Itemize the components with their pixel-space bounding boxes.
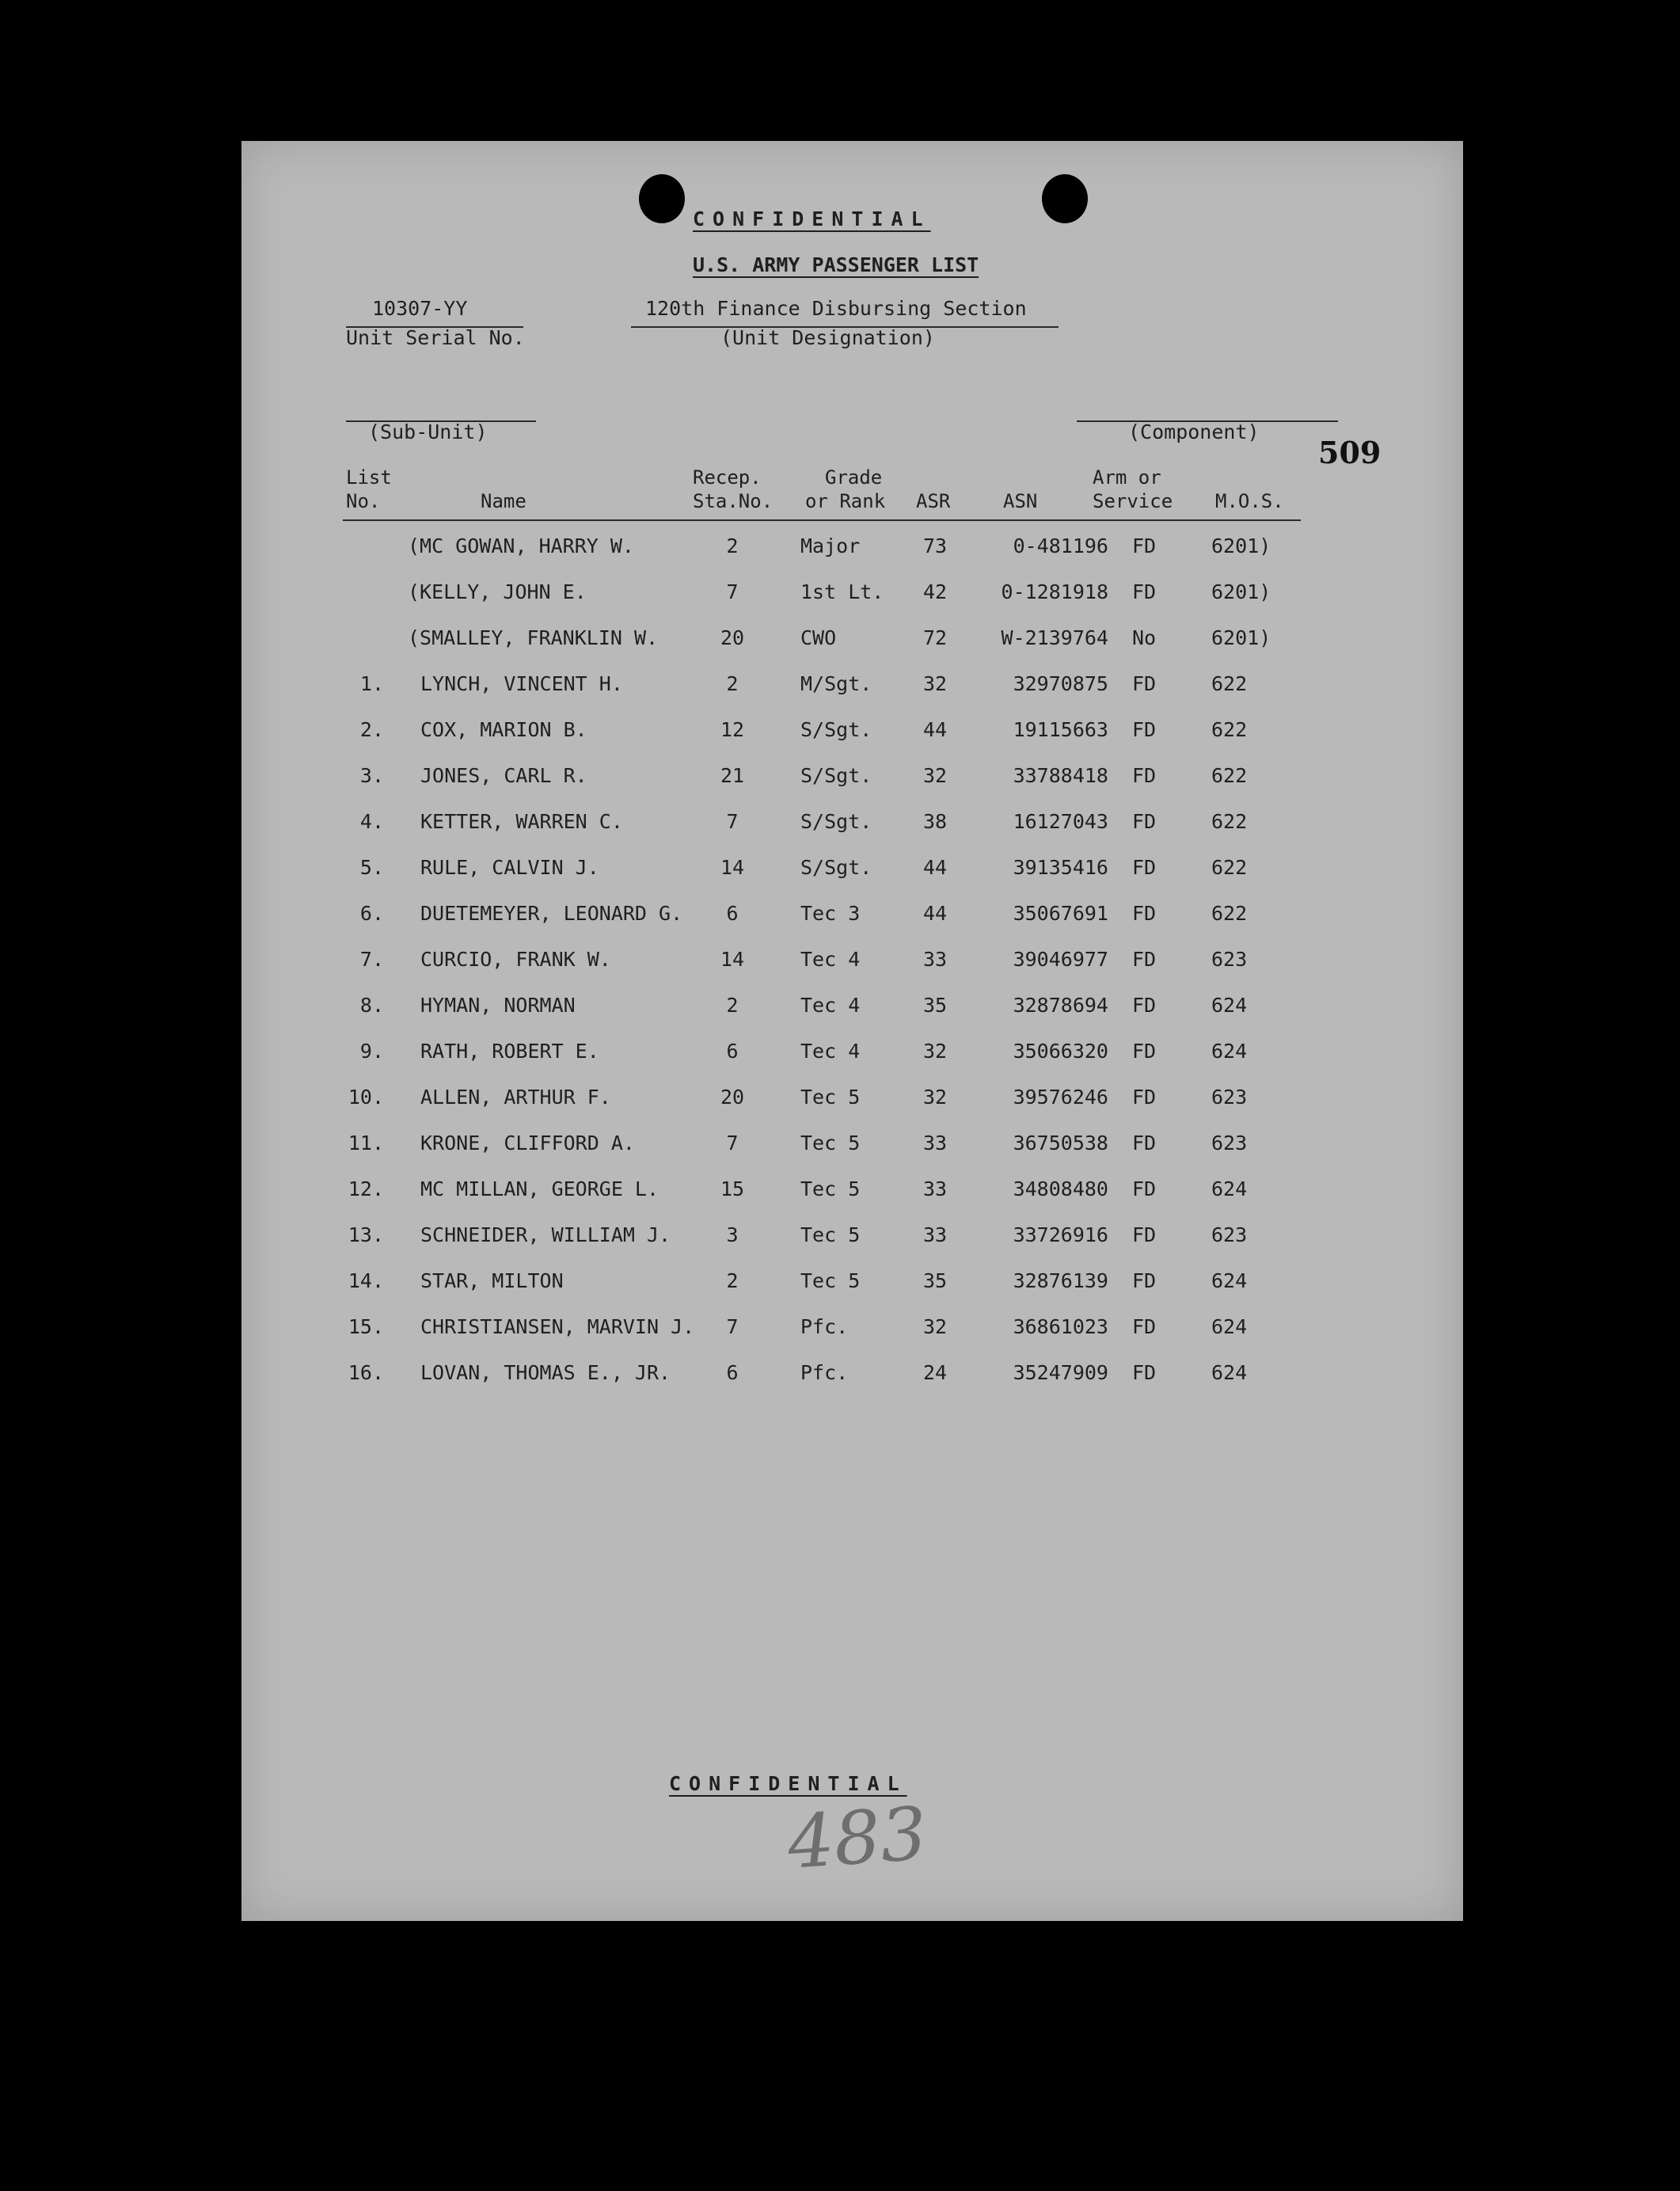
header-recep-sta-no: Recep. Sta.No.	[693, 466, 773, 512]
cell-recep-sta: 7	[726, 1315, 739, 1338]
cell-arm-service: FD	[1131, 1132, 1157, 1154]
page-number-stamp: 509	[1318, 435, 1382, 470]
cell-asn: 35066320	[1013, 1040, 1108, 1063]
cell-asn: 39576246	[1013, 1086, 1108, 1109]
cell-grade: Pfc.	[800, 1361, 849, 1384]
cell-list-no: 16.	[348, 1361, 384, 1384]
cell-recep-sta: 3	[726, 1223, 739, 1246]
document-title: U.S. ARMY PASSENGER LIST	[693, 253, 979, 276]
cell-recep-sta: 2	[726, 672, 739, 695]
cell-grade: S/Sgt.	[800, 856, 872, 879]
cell-recep-sta: 2	[726, 994, 739, 1017]
cell-arm-service: FD	[1131, 1361, 1157, 1384]
cell-asr: 44	[922, 718, 948, 741]
cell-grade: S/Sgt.	[800, 718, 872, 741]
cell-asr: 24	[922, 1361, 948, 1384]
cell-name: CURCIO, FRANK W.	[420, 948, 611, 971]
cell-list-no: 5.	[359, 856, 384, 879]
cell-name: KRONE, CLIFFORD A.	[420, 1132, 635, 1154]
header-arm-service: Arm or Service	[1093, 466, 1173, 512]
table-row	[241, 1311, 1463, 1343]
table-row	[241, 714, 1463, 746]
cell-list-no: 2.	[359, 718, 384, 741]
cell-recep-sta: 20	[720, 1086, 745, 1109]
cell-grade: S/Sgt.	[800, 764, 872, 787]
cell-name: STAR, MILTON	[420, 1269, 564, 1292]
header-asn: ASN	[1003, 490, 1038, 512]
cell-asn: 19115663	[1013, 718, 1108, 741]
cell-list-no: 11.	[348, 1132, 384, 1154]
header-grade-rank: Grade or Rank	[805, 466, 886, 512]
cell-mos: 622	[1211, 718, 1248, 741]
cell-name: JONES, CARL R.	[420, 764, 587, 787]
table-row	[241, 576, 1463, 608]
cell-grade: Tec 3	[800, 902, 861, 925]
cell-arm-service: FD	[1131, 718, 1157, 741]
cell-list-no: 9.	[359, 1040, 384, 1063]
cell-asn: 32878694	[1013, 994, 1108, 1017]
cell-recep-sta: 6	[726, 1361, 739, 1384]
header-asr: ASR	[916, 490, 951, 512]
cell-name: KETTER, WARREN C.	[420, 810, 623, 833]
cell-asr: 44	[922, 902, 948, 925]
cell-asr: 32	[922, 1086, 948, 1109]
cell-asn: 39135416	[1013, 856, 1108, 879]
cell-asn: 16127043	[1013, 810, 1108, 833]
cell-recep-sta: 7	[726, 1132, 739, 1154]
cell-grade: CWO	[800, 626, 837, 649]
cell-mos: 6201)	[1211, 580, 1271, 603]
document-page	[241, 141, 1463, 1921]
cell-grade: Tec 5	[800, 1086, 861, 1109]
cell-list-no: 14.	[348, 1269, 384, 1292]
cell-asr: 44	[922, 856, 948, 879]
cell-arm-service: FD	[1131, 1269, 1157, 1292]
cell-arm-service: FD	[1131, 902, 1157, 925]
cell-asr: 38	[922, 810, 948, 833]
table-row	[241, 760, 1463, 792]
cell-asn: 33788418	[1013, 764, 1108, 787]
punch-hole-right	[1042, 174, 1088, 223]
cell-recep-sta: 2	[726, 534, 739, 557]
cell-list-no: 8.	[359, 994, 384, 1017]
cell-arm-service: FD	[1131, 672, 1157, 695]
cell-arm-service: No	[1131, 626, 1157, 649]
table-row	[241, 1219, 1463, 1251]
table-row	[241, 668, 1463, 700]
cell-arm-service: FD	[1131, 534, 1157, 557]
cell-name: RATH, ROBERT E.	[420, 1040, 599, 1063]
cell-list-no: 12.	[348, 1177, 384, 1200]
cell-list-no: 1.	[359, 672, 384, 695]
cell-mos: 624	[1211, 1040, 1248, 1063]
cell-grade: S/Sgt.	[800, 810, 872, 833]
cell-arm-service: FD	[1131, 764, 1157, 787]
cell-asr: 33	[922, 1132, 948, 1154]
cell-grade: Tec 4	[800, 1040, 861, 1063]
cell-asr: 33	[922, 948, 948, 971]
cell-asn: 32970875	[1013, 672, 1108, 695]
cell-asr: 73	[922, 534, 948, 557]
cell-recep-sta: 15	[720, 1177, 745, 1200]
cell-list-no: 3.	[359, 764, 384, 787]
cell-recep-sta: 6	[726, 902, 739, 925]
table-row	[241, 806, 1463, 838]
cell-asr: 42	[922, 580, 948, 603]
cell-asn: 32876139	[1013, 1269, 1108, 1292]
cell-recep-sta: 6	[726, 1040, 739, 1063]
cell-asn: 33726916	[1013, 1223, 1108, 1246]
cell-mos: 622	[1211, 672, 1248, 695]
cell-arm-service: FD	[1131, 1315, 1157, 1338]
table-row	[241, 944, 1463, 976]
sub-unit-label: (Sub-Unit)	[368, 420, 488, 443]
cell-mos: 623	[1211, 1223, 1248, 1246]
cell-arm-service: FD	[1131, 1086, 1157, 1109]
cell-grade: Major	[800, 534, 861, 557]
cell-list-no: 7.	[359, 948, 384, 971]
cell-grade: Tec 5	[800, 1269, 861, 1292]
cell-recep-sta: 14	[720, 948, 745, 971]
cell-name: CHRISTIANSEN, MARVIN J.	[420, 1315, 695, 1338]
cell-mos: 622	[1211, 764, 1248, 787]
cell-asr: 35	[922, 1269, 948, 1292]
cell-mos: 624	[1211, 1269, 1248, 1292]
cell-recep-sta: 21	[720, 764, 745, 787]
classification-top: CONFIDENTIAL	[693, 207, 931, 230]
cell-arm-service: FD	[1131, 810, 1157, 833]
unit-serial-number: 10307-YY	[372, 297, 468, 320]
cell-arm-service: FD	[1131, 1177, 1157, 1200]
cell-mos: 6201)	[1211, 626, 1271, 649]
cell-arm-service: FD	[1131, 1223, 1157, 1246]
cell-name: COX, MARION B.	[420, 718, 587, 741]
cell-grade: Tec 4	[800, 948, 861, 971]
cell-mos: 623	[1211, 948, 1248, 971]
cell-grade: Tec 4	[800, 994, 861, 1017]
cell-mos: 624	[1211, 994, 1248, 1017]
cell-asn: 36861023	[1013, 1315, 1108, 1338]
cell-asn: 0-1281918	[1001, 580, 1108, 603]
cell-arm-service: FD	[1131, 994, 1157, 1017]
cell-list-no: 6.	[359, 902, 384, 925]
cell-asr: 33	[922, 1223, 948, 1246]
cell-asr: 32	[922, 1315, 948, 1338]
cell-recep-sta: 7	[726, 810, 739, 833]
cell-grade: Tec 5	[800, 1223, 861, 1246]
punch-hole-left	[639, 174, 685, 223]
cell-arm-service: FD	[1131, 856, 1157, 879]
cell-name: HYMAN, NORMAN	[420, 994, 576, 1017]
cell-asn: 35247909	[1013, 1361, 1108, 1384]
cell-name: RULE, CALVIN J.	[420, 856, 599, 879]
cell-grade: M/Sgt.	[800, 672, 872, 695]
table-row	[241, 852, 1463, 884]
bleed-through-text	[424, 1012, 435, 1035]
cell-arm-service: FD	[1131, 948, 1157, 971]
cell-asn: 36750538	[1013, 1132, 1108, 1154]
cell-mos: 622	[1211, 902, 1248, 925]
cell-grade: Tec 5	[800, 1132, 861, 1154]
cell-asn: 35067691	[1013, 902, 1108, 925]
cell-asn: 34808480	[1013, 1177, 1108, 1200]
cell-asr: 33	[922, 1177, 948, 1200]
cell-asr: 72	[922, 626, 948, 649]
cell-mos: 624	[1211, 1315, 1248, 1338]
component-label: (Component)	[1128, 420, 1260, 443]
cell-grade: 1st Lt.	[800, 580, 884, 603]
classification-bottom: CONFIDENTIAL	[669, 1772, 907, 1795]
cell-name: SCHNEIDER, WILLIAM J.	[420, 1223, 671, 1246]
cell-asr: 32	[922, 764, 948, 787]
table-row	[241, 1173, 1463, 1205]
cell-name: ALLEN, ARTHUR F.	[420, 1086, 611, 1109]
cell-name: DUETEMEYER, LEONARD G.	[420, 902, 683, 925]
unit-designation: 120th Finance Disbursing Section	[645, 297, 1027, 320]
cell-recep-sta: 2	[726, 1269, 739, 1292]
cell-arm-service: FD	[1131, 1040, 1157, 1063]
cell-name: (MC GOWAN, HARRY W.	[408, 534, 634, 557]
header-name: Name	[481, 490, 526, 512]
cell-grade: Pfc.	[800, 1315, 849, 1338]
cell-mos: 624	[1211, 1361, 1248, 1384]
cell-mos: 622	[1211, 856, 1248, 879]
cell-mos: 622	[1211, 810, 1248, 833]
table-row	[241, 898, 1463, 930]
cell-recep-sta: 7	[726, 580, 739, 603]
table-row	[241, 1265, 1463, 1297]
cell-name: (SMALLEY, FRANKLIN W.	[408, 626, 659, 649]
cell-name: MC MILLAN, GEORGE L.	[420, 1177, 659, 1200]
unit-serial-label: Unit Serial No.	[346, 326, 525, 349]
unit-designation-label: (Unit Designation)	[720, 326, 935, 349]
cell-asr: 32	[922, 1040, 948, 1063]
header-list-no: List No.	[346, 466, 392, 512]
cell-list-no: 4.	[359, 810, 384, 833]
cell-mos: 623	[1211, 1132, 1248, 1154]
cell-name: LYNCH, VINCENT H.	[420, 672, 623, 695]
cell-asn: W-2139764	[1001, 626, 1108, 649]
cell-name: LOVAN, THOMAS E., JR.	[420, 1361, 671, 1384]
table-row	[241, 531, 1463, 562]
cell-mos: 6201)	[1211, 534, 1271, 557]
table-row	[241, 1082, 1463, 1113]
cell-name: (KELLY, JOHN E.	[408, 580, 587, 603]
cell-asn: 0-481196	[1013, 534, 1108, 557]
cell-mos: 624	[1211, 1177, 1248, 1200]
table-row	[241, 1036, 1463, 1067]
cell-list-no: 15.	[348, 1315, 384, 1338]
cell-recep-sta: 20	[720, 626, 745, 649]
cell-grade: Tec 5	[800, 1177, 861, 1200]
cell-mos: 623	[1211, 1086, 1248, 1109]
cell-recep-sta: 14	[720, 856, 745, 879]
cell-list-no: 10.	[348, 1086, 384, 1109]
handwritten-page-number: 483	[785, 1791, 930, 1885]
cell-arm-service: FD	[1131, 580, 1157, 603]
cell-list-no: 13.	[348, 1223, 384, 1246]
table-row	[241, 1128, 1463, 1159]
header-underline	[343, 519, 1301, 521]
cell-recep-sta: 12	[720, 718, 745, 741]
header-mos: M.O.S.	[1215, 490, 1284, 512]
table-row	[241, 1357, 1463, 1389]
table-row	[241, 622, 1463, 654]
cell-asn: 39046977	[1013, 948, 1108, 971]
cell-asr: 35	[922, 994, 948, 1017]
cell-asr: 32	[922, 672, 948, 695]
